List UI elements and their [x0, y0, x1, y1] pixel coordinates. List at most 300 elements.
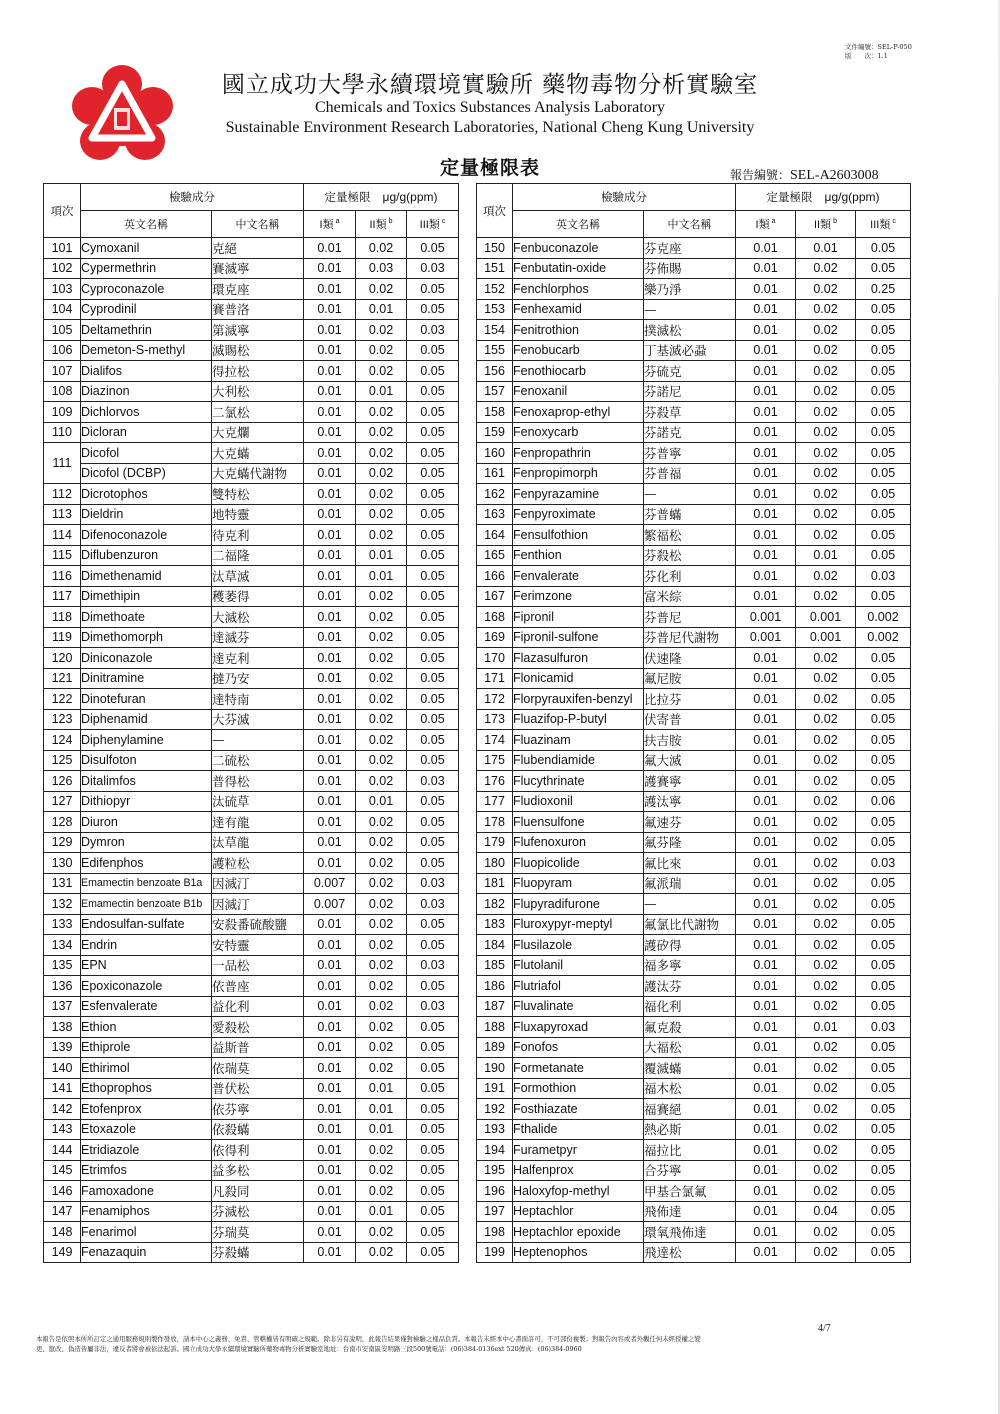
item-number: 103: [44, 279, 81, 300]
lod-class-3: 0.05: [407, 935, 459, 956]
table-row: [477, 1181, 911, 1202]
table-row: [477, 504, 911, 525]
lod-class-3: 0.05: [407, 627, 459, 648]
lod-class-2: 0.02: [796, 1119, 856, 1140]
header-class-2: [796, 211, 856, 238]
lod-class-3: 0.05: [856, 1242, 911, 1263]
lod-class-2: 0.02: [356, 1037, 407, 1058]
lod-class-2: 0.02: [356, 709, 407, 730]
lod-class-2: 0.01: [356, 566, 407, 587]
table-row: [477, 996, 911, 1017]
table-row: [44, 381, 459, 402]
chinese-name: 二氯松: [212, 402, 304, 423]
lod-class-1: 0.01: [736, 1099, 796, 1120]
table-row: [44, 504, 459, 525]
item-number: 107: [44, 361, 81, 382]
english-name: Ethoprophos: [81, 1078, 212, 1099]
chinese-name: 比拉芬: [644, 689, 736, 710]
english-name: Dicrotophos: [81, 484, 212, 505]
table-row: [44, 463, 459, 484]
lod-class-2: 0.02: [356, 607, 407, 628]
class-2-footnote: b: [388, 218, 393, 226]
english-name: Emamectin benzoate B1a: [81, 873, 212, 894]
item-number: 137: [44, 996, 81, 1017]
table-row: [477, 1222, 911, 1243]
chinese-name: 第滅寧: [212, 320, 304, 341]
lod-class-2: 0.02: [796, 730, 856, 751]
lod-class-1: 0.01: [304, 853, 356, 874]
lod-class-3: 0.05: [856, 1222, 911, 1243]
lod-class-3: 0.05: [407, 709, 459, 730]
lod-class-3: 0.05: [856, 422, 911, 443]
lod-class-3: 0.05: [856, 750, 911, 771]
item-number: 132: [44, 894, 81, 915]
lod-class-2: 0.02: [796, 443, 856, 464]
chinese-name: 熱必斯: [644, 1119, 736, 1140]
lod-class-1: 0.01: [736, 381, 796, 402]
english-name: Difenoconazole: [81, 525, 212, 546]
chinese-name: 大芬滅: [212, 709, 304, 730]
item-number: 167: [477, 586, 513, 607]
chinese-name: 伏寄普: [644, 709, 736, 730]
item-number: 149: [44, 1242, 81, 1263]
header-unit: μg/g(ppm): [824, 190, 880, 204]
lod-class-2: 0.02: [796, 668, 856, 689]
chinese-name: 樂乃淨: [644, 279, 736, 300]
chinese-name: 氟尼胺: [644, 668, 736, 689]
english-name: Fludioxonil: [513, 791, 644, 812]
table-row: [44, 1119, 459, 1140]
table-row: [44, 689, 459, 710]
lod-class-3: 0.05: [856, 832, 911, 853]
table-row: [477, 381, 911, 402]
english-name: Flusilazole: [513, 935, 644, 956]
english-name: Endrin: [81, 935, 212, 956]
item-number: 151: [477, 258, 513, 279]
table-row: [44, 627, 459, 648]
table-row: [477, 320, 911, 341]
item-number: 187: [477, 996, 513, 1017]
item-number: 161: [477, 463, 513, 484]
item-number: 162: [477, 484, 513, 505]
item-number: 147: [44, 1201, 81, 1222]
lod-class-1: 0.01: [304, 750, 356, 771]
lod-class-1: 0.01: [304, 340, 356, 361]
item-number: 106: [44, 340, 81, 361]
lod-class-3: 0.03: [856, 1017, 911, 1038]
table-row: [477, 750, 911, 771]
table-row: [477, 668, 911, 689]
lod-class-2: 0.02: [356, 689, 407, 710]
lod-class-2: 0.02: [356, 771, 407, 792]
english-name: Fipronil-sulfone: [513, 627, 644, 648]
table-row: [44, 1058, 459, 1079]
class-1-footnote: a: [335, 218, 340, 226]
lod-class-3: 0.05: [856, 1181, 911, 1202]
english-name: Heptenophos: [513, 1242, 644, 1263]
table-row: [477, 1160, 911, 1181]
item-number: 108: [44, 381, 81, 402]
chinese-name: 因滅汀: [212, 873, 304, 894]
lod-class-1: 0.01: [304, 320, 356, 341]
document-code: 文件編號：SEL-P-050: [845, 43, 912, 51]
lod-class-1: 0.01: [304, 791, 356, 812]
chinese-name: 氟大滅: [644, 750, 736, 771]
english-name: Heptachlor epoxide: [513, 1222, 644, 1243]
english-name: Fenoxanil: [513, 381, 644, 402]
english-name: Etridiazole: [81, 1140, 212, 1161]
lod-class-1: 0.01: [304, 525, 356, 546]
lod-class-3: 0.05: [856, 1099, 911, 1120]
lod-class-2: 0.01: [356, 1119, 407, 1140]
lod-class-3: 0.05: [407, 545, 459, 566]
chinese-name: 二硫松: [212, 750, 304, 771]
lod-class-3: 0.05: [407, 1140, 459, 1161]
chinese-name: 護賽寧: [644, 771, 736, 792]
table-row: [477, 935, 911, 956]
lod-class-1: 0.01: [736, 586, 796, 607]
chinese-name: 汰草龍: [212, 832, 304, 853]
table-row: [477, 1017, 911, 1038]
english-name: Fluopicolide: [513, 853, 644, 874]
lod-class-3: 0.05: [856, 1119, 911, 1140]
table-row: [477, 422, 911, 443]
english-name: Dieldrin: [81, 504, 212, 525]
table-row: [44, 996, 459, 1017]
lod-class-2: 0.02: [356, 1058, 407, 1079]
chinese-name: 芬瑞莫: [212, 1222, 304, 1243]
chinese-name: 飛達松: [644, 1242, 736, 1263]
item-number: 189: [477, 1037, 513, 1058]
item-number: 169: [477, 627, 513, 648]
lod-class-2: 0.02: [356, 935, 407, 956]
chinese-name: 汰硫草: [212, 791, 304, 812]
chinese-name: 芬普蟎: [644, 504, 736, 525]
english-name: Fonofos: [513, 1037, 644, 1058]
lod-class-2: 0.01: [356, 1099, 407, 1120]
table-row: [477, 976, 911, 997]
english-name: Fenothiocarb: [513, 361, 644, 382]
lod-class-1: 0.01: [736, 791, 796, 812]
lod-class-3: 0.05: [407, 689, 459, 710]
chinese-name: 依瑞莫: [212, 1058, 304, 1079]
lod-class-3: 0.05: [856, 1140, 911, 1161]
lod-class-1: 0.007: [304, 894, 356, 915]
lod-class-1: 0.01: [736, 914, 796, 935]
lod-class-2: 0.04: [796, 1201, 856, 1222]
english-name: Fensulfothion: [513, 525, 644, 546]
table-row: [477, 1201, 911, 1222]
lod-class-1: 0.01: [304, 996, 356, 1017]
english-name: Fenazaquin: [81, 1242, 212, 1263]
chinese-name: 依得利: [212, 1140, 304, 1161]
english-name: Etoxazole: [81, 1119, 212, 1140]
lod-class-1: 0.01: [736, 648, 796, 669]
english-name: Fluensulfone: [513, 812, 644, 833]
item-number: 150: [477, 238, 513, 259]
chinese-name: 芬佈賜: [644, 258, 736, 279]
lod-class-2: 0.02: [796, 1222, 856, 1243]
lod-class-1: 0.01: [304, 504, 356, 525]
table-row: [44, 1037, 459, 1058]
lod-class-1: 0.01: [736, 935, 796, 956]
lod-class-2: 0.02: [796, 381, 856, 402]
english-name: Ethiprole: [81, 1037, 212, 1058]
item-number: 122: [44, 689, 81, 710]
header-class-3: [407, 211, 459, 238]
english-name: Fenhexamid: [513, 299, 644, 320]
lod-class-2: 0.02: [796, 1160, 856, 1181]
english-name: Fenthion: [513, 545, 644, 566]
item-number: 191: [477, 1078, 513, 1099]
table-row: [477, 545, 911, 566]
lod-class-3: 0.05: [856, 463, 911, 484]
lod-class-2: 0.02: [796, 320, 856, 341]
lod-class-1: 0.01: [736, 361, 796, 382]
chinese-name: —: [644, 894, 736, 915]
english-name: Diniconazole: [81, 648, 212, 669]
table-row: [44, 873, 459, 894]
english-name: Fenitrothion: [513, 320, 644, 341]
lod-class-3: 0.05: [407, 750, 459, 771]
table-row: [477, 1099, 911, 1120]
table-row: [477, 443, 911, 464]
item-number: 145: [44, 1160, 81, 1181]
lod-class-3: 0.05: [856, 935, 911, 956]
lod-class-2: 0.01: [356, 381, 407, 402]
lod-class-3: 0.05: [856, 320, 911, 341]
english-name: Endosulfan-sulfate: [81, 914, 212, 935]
lod-class-2: 0.02: [796, 361, 856, 382]
lod-class-2: 0.02: [356, 1181, 407, 1202]
chinese-name: 芬諾克: [644, 422, 736, 443]
lod-table-left: [43, 183, 459, 1263]
item-number: 102: [44, 258, 81, 279]
lod-class-2: 0.01: [796, 545, 856, 566]
header-component: 檢驗成分: [513, 184, 736, 211]
chinese-name: —: [212, 730, 304, 751]
lod-class-2: 0.02: [356, 668, 407, 689]
english-name: Halfenprox: [513, 1160, 644, 1181]
class-2-label: II類: [369, 219, 387, 231]
lod-class-3: 0.05: [407, 1017, 459, 1038]
document-code-block: [845, 43, 912, 61]
table-row: [477, 484, 911, 505]
lod-class-2: 0.01: [796, 238, 856, 259]
lod-class-3: 0.03: [856, 853, 911, 874]
english-name: Fenchlorphos: [513, 279, 644, 300]
page-number: 4/7: [818, 1323, 831, 1334]
chinese-name: 福拉比: [644, 1140, 736, 1161]
item-number: 152: [477, 279, 513, 300]
chinese-name: 覆滅蟎: [644, 1058, 736, 1079]
lod-class-1: 0.01: [736, 1181, 796, 1202]
table-row: [44, 1242, 459, 1263]
chinese-name: 撻乃安: [212, 668, 304, 689]
item-number: 148: [44, 1222, 81, 1243]
lod-class-3: 0.05: [407, 853, 459, 874]
lod-class-2: 0.02: [356, 1140, 407, 1161]
lod-class-2: 0.02: [356, 894, 407, 915]
english-name: Cymoxanil: [81, 238, 212, 259]
english-name: Flubendiamide: [513, 750, 644, 771]
chinese-name: 穫萎得: [212, 586, 304, 607]
lod-class-1: 0.01: [736, 955, 796, 976]
lod-class-3: 0.05: [407, 402, 459, 423]
english-name: Dichlorvos: [81, 402, 212, 423]
lod-class-2: 0.01: [796, 1017, 856, 1038]
table-row: [44, 340, 459, 361]
item-number: 112: [44, 484, 81, 505]
table-row: [477, 709, 911, 730]
english-name: Dialifos: [81, 361, 212, 382]
lod-class-1: 0.001: [736, 607, 796, 628]
chinese-name: 一品松: [212, 955, 304, 976]
table-row: [44, 1222, 459, 1243]
lod-class-2: 0.02: [796, 1078, 856, 1099]
lod-class-2: 0.02: [796, 504, 856, 525]
lod-class-3: 0.05: [856, 1037, 911, 1058]
chinese-name: 芬普尼代謝物: [644, 627, 736, 648]
chinese-name: 依芬寧: [212, 1099, 304, 1120]
table-row: [44, 320, 459, 341]
lod-class-2: 0.02: [796, 689, 856, 710]
lod-class-1: 0.01: [304, 1160, 356, 1181]
english-name: Fenpropathrin: [513, 443, 644, 464]
lod-class-3: 0.05: [856, 586, 911, 607]
report-number-label: 報告編號：: [730, 168, 791, 182]
table-row: [477, 525, 911, 546]
item-number: 101: [44, 238, 81, 259]
english-name: Fluazifop-P-butyl: [513, 709, 644, 730]
item-number: 111: [44, 443, 81, 484]
lod-class-2: 0.02: [356, 422, 407, 443]
class-3-label: III類: [419, 219, 440, 231]
table-row: [477, 791, 911, 812]
header-english-name: 英文名稱: [81, 211, 212, 238]
header-item-no: 項次: [477, 184, 513, 238]
header-class-2: [356, 211, 407, 238]
table-row: [44, 484, 459, 505]
lod-class-1: 0.01: [736, 320, 796, 341]
lod-class-2: 0.02: [356, 484, 407, 505]
lod-class-1: 0.01: [736, 443, 796, 464]
chinese-name: 依殺蟎: [212, 1119, 304, 1140]
lod-class-3: 0.05: [407, 1160, 459, 1181]
lod-class-3: 0.05: [856, 238, 911, 259]
lod-class-1: 0.01: [736, 1242, 796, 1263]
item-number: 131: [44, 873, 81, 894]
document-version: 版 次：1.1: [845, 52, 888, 60]
lod-class-1: 0.01: [304, 627, 356, 648]
item-number: 185: [477, 955, 513, 976]
item-number: 168: [477, 607, 513, 628]
item-number: 180: [477, 853, 513, 874]
lod-class-2: 0.02: [356, 443, 407, 464]
lod-class-1: 0.01: [304, 668, 356, 689]
institute-title-english: Sustainable Environment Research Laboratories, National Cheng Kung University: [225, 119, 755, 136]
table-row: [44, 545, 459, 566]
table-row: [44, 955, 459, 976]
table-row: [44, 709, 459, 730]
lod-class-2: 0.03: [356, 258, 407, 279]
table-row: [477, 955, 911, 976]
lod-class-2: 0.02: [356, 812, 407, 833]
lod-class-1: 0.01: [736, 1058, 796, 1079]
lod-class-2: 0.02: [356, 525, 407, 546]
item-number: 160: [477, 443, 513, 464]
english-name: Fenoxaprop-ethyl: [513, 402, 644, 423]
table-row: [44, 1201, 459, 1222]
lod-class-2: 0.02: [796, 1058, 856, 1079]
lod-class-2: 0.02: [796, 258, 856, 279]
lod-class-3: 0.05: [856, 504, 911, 525]
chinese-name: 護矽得: [644, 935, 736, 956]
header-english-name: 英文名稱: [513, 211, 644, 238]
lod-class-2: 0.02: [356, 730, 407, 751]
chinese-name: 克絕: [212, 238, 304, 259]
lod-class-1: 0.01: [736, 422, 796, 443]
chinese-name: 撲滅松: [644, 320, 736, 341]
lod-class-2: 0.02: [796, 648, 856, 669]
item-number: 135: [44, 955, 81, 976]
item-number: 126: [44, 771, 81, 792]
lod-class-2: 0.01: [356, 791, 407, 812]
table-row: [44, 1181, 459, 1202]
chinese-name: 普伏松: [212, 1078, 304, 1099]
lod-class-2: 0.02: [796, 525, 856, 546]
table-row: [44, 279, 459, 300]
lod-class-3: 0.05: [856, 361, 911, 382]
english-name: Fenbutatin-oxide: [513, 258, 644, 279]
table-row: [477, 853, 911, 874]
header-chinese-name: 中文名稱: [644, 211, 736, 238]
lab-title-english: Chemicals and Toxics Substances Analysis Laboratory: [314, 99, 666, 116]
class-3-label: III類: [870, 219, 891, 231]
lod-class-3: 0.05: [407, 668, 459, 689]
lod-class-1: 0.01: [736, 996, 796, 1017]
chinese-name: 氟速芬: [644, 812, 736, 833]
item-number: 139: [44, 1037, 81, 1058]
item-number: 184: [477, 935, 513, 956]
lod-class-3: 0.05: [856, 1201, 911, 1222]
lod-class-2: 0.02: [356, 853, 407, 874]
item-number: 143: [44, 1119, 81, 1140]
lod-class-1: 0.01: [304, 1242, 356, 1263]
table-row: [44, 1017, 459, 1038]
lod-class-3: 0.05: [407, 914, 459, 935]
lod-class-2: 0.02: [356, 238, 407, 259]
table-row: [44, 935, 459, 956]
lod-class-1: 0.01: [736, 258, 796, 279]
table-row: [44, 299, 459, 320]
english-name: Fenpropimorph: [513, 463, 644, 484]
chinese-name: 飛佈達: [644, 1201, 736, 1222]
english-name: Diphenylamine: [81, 730, 212, 751]
header-component: 檢驗成分: [81, 184, 304, 211]
lod-class-1: 0.01: [304, 566, 356, 587]
lod-class-1: 0.01: [304, 1078, 356, 1099]
english-name: Ethion: [81, 1017, 212, 1038]
english-name: Dimethomorph: [81, 627, 212, 648]
item-number: 109: [44, 402, 81, 423]
english-name: Flazasulfuron: [513, 648, 644, 669]
lod-class-1: 0.01: [304, 730, 356, 751]
item-number: 195: [477, 1160, 513, 1181]
lod-class-3: 0.05: [856, 545, 911, 566]
table-row: [44, 238, 459, 259]
english-name: Fluopyram: [513, 873, 644, 894]
